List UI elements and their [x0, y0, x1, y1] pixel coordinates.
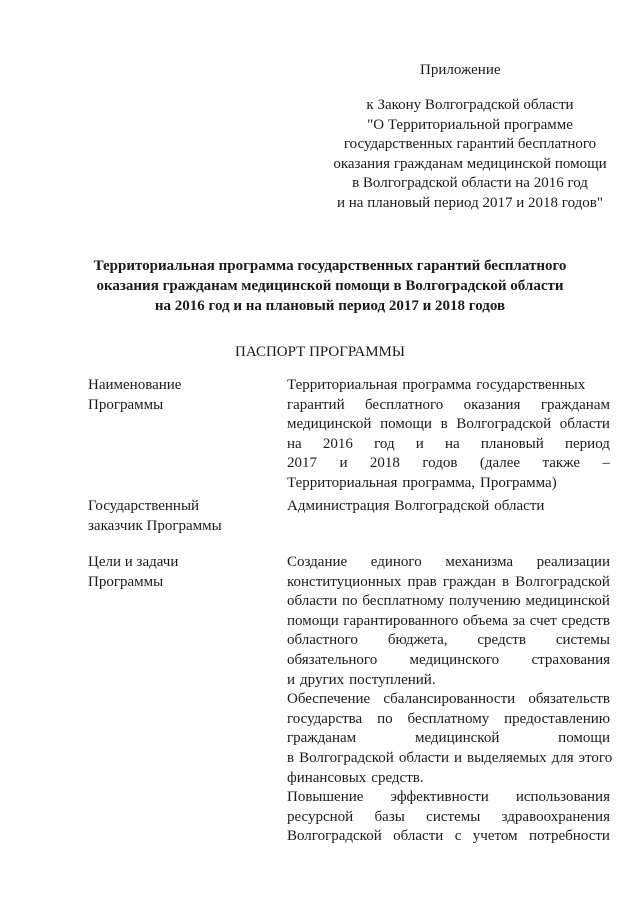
content-line: финансовых средств.	[287, 769, 424, 786]
label-line: Программы	[88, 396, 164, 413]
appendix-line: оказания гражданам медицинской помощи	[333, 155, 607, 172]
appendix-line: и на плановый период 2017 и 2018 годов"	[337, 194, 603, 211]
label-line: Цели и задачи	[88, 554, 179, 570]
appendix-line: "О Территориальной программе	[367, 116, 573, 133]
content-line: областного бюджета, средств системы	[287, 632, 610, 649]
title-line: оказания гражданам медицинской помощи в Волгоградской области	[96, 278, 564, 294]
row-content	[287, 553, 613, 847]
row-label	[88, 553, 268, 592]
content-line: Создание единого механизма реализации	[287, 554, 610, 570]
title-line: Территориальная программа государственных гарантий бесплатного	[93, 258, 567, 274]
content-line: Администрация Волгоградской области	[287, 498, 545, 514]
content-line: и других поступлений.	[287, 671, 436, 688]
appendix-line: к Закону Волгоградской области	[366, 97, 574, 113]
row-content	[287, 497, 610, 517]
content-line: конституционных прав граждан в Волгоградской	[287, 573, 610, 590]
content-line: помощи гарантированного объема за счет средств	[287, 612, 610, 629]
content-line: государства по бесплатному предоставлению	[287, 710, 610, 727]
row-content	[287, 376, 610, 494]
appendix-line: государственных гарантий бесплатного	[343, 136, 597, 153]
label-line: Государственный	[88, 498, 200, 514]
content-line: ресурсной базы системы здравоохранения	[287, 808, 610, 825]
appendix-word: Приложение	[420, 62, 501, 78]
content-line: Обеспечение сбалансированности обязательств	[287, 691, 610, 708]
content-line: Повышение эффективности использования	[287, 789, 610, 806]
content-line: в Волгоградской области и выделяемых для этого	[287, 749, 613, 766]
content-line: обязательного медицинского страхования	[287, 651, 610, 668]
content-line: гражданам медицинской помощи	[287, 730, 610, 747]
content-line: Волгоградской области с учетом потребности	[287, 828, 610, 845]
content-line: Территориальная программа государственных	[287, 377, 586, 393]
appendix-line: в Волгоградской области на 2016 год	[352, 175, 588, 192]
row-label	[88, 497, 268, 536]
document-title	[60, 256, 600, 316]
content-line: области по бесплатному получению медицинской	[287, 593, 610, 610]
appendix-reference	[300, 96, 640, 214]
content-line: 2017 и 2018 годов (далее также –	[287, 455, 610, 472]
row-label	[88, 376, 268, 415]
content-line: медицинской помощи в Волгоградской области	[287, 416, 610, 433]
title-line: на 2016 год и на плановый период 2017 и 2018 годов	[154, 298, 506, 314]
content-line: Территориальная программа, Программа)	[287, 474, 557, 491]
passport-heading: ПАСПОРТ ПРОГРАММЫ	[235, 344, 405, 360]
content-line: гарантий бесплатного оказания гражданам	[287, 396, 610, 413]
label-line: Наименование	[88, 377, 182, 393]
label-line: Программы	[88, 573, 164, 590]
content-line: на 2016 год и на плановый период	[287, 435, 610, 452]
label-line: заказчик Программы	[88, 517, 222, 534]
